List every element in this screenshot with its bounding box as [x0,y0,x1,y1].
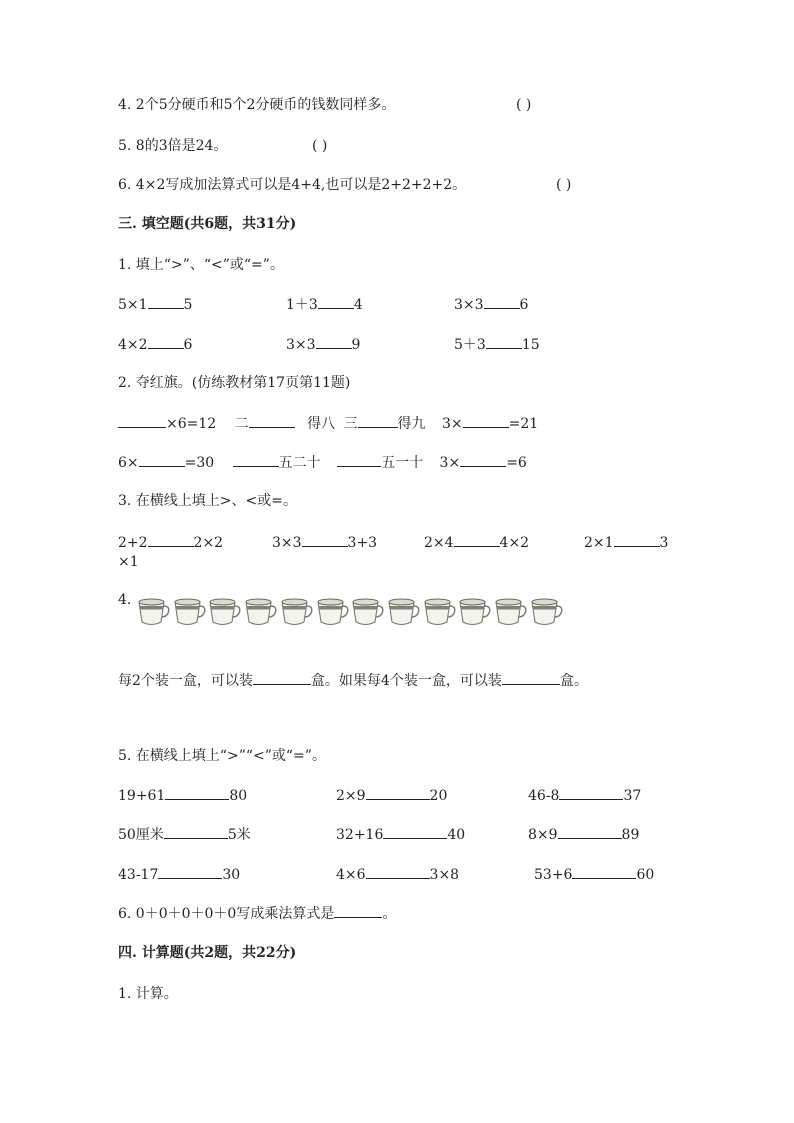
answer-blank[interactable] [463,413,509,428]
fill-q5-item: 8×9 89 [528,824,639,845]
answer-blank[interactable] [148,532,194,547]
tf-q5-text: 5. 8的3倍是24。 [118,138,228,154]
section-fill-heading: 三. 填空题(共6题，共31分) [118,216,297,232]
cup-icon [386,596,420,630]
fill-q5-item: 4×6 3×8 [336,864,459,885]
answer-blank[interactable] [366,785,430,800]
tf-q5-answer-paren[interactable]: ( ) [312,138,328,154]
fill-q3-item: 2×4 4×2 [424,532,529,553]
section-calc-heading: 四. 计算题(共2题，共22分) [118,945,297,961]
answer-blank[interactable] [158,864,222,879]
answer-blank[interactable] [559,785,623,800]
cup-icon [243,596,277,630]
fill-q3-item: 2+2 2×2 [118,532,223,553]
answer-blank[interactable] [249,413,295,428]
answer-blank[interactable] [139,452,185,467]
fill-q4-text: 每2个装一盒，可以装 盒。如果每4个装一盒，可以装 盒。 [118,670,588,691]
answer-blank[interactable] [383,824,447,839]
cup-icon [529,596,563,630]
answer-blank[interactable] [454,532,500,547]
cup-icon [493,596,527,630]
fill-q1-title: 1. 填上“>”、“<”或“=”。 [118,257,284,273]
cup-icon [207,596,241,630]
answer-blank[interactable] [165,785,229,800]
fill-q3-wrap: ×1 [118,554,139,570]
answer-blank[interactable] [253,670,311,685]
fill-q3-title: 3. 在横线上填上>、<或=。 [118,493,297,509]
cup-icon [457,596,491,630]
tf-q6-answer-paren[interactable]: ( ) [556,177,572,193]
answer-blank[interactable] [337,452,381,467]
cup-icon [350,596,384,630]
fill-q1-item: 4×2 6 [118,334,192,355]
fill-q2-row1: ×6=12 二 得八 三 得九 3× =21 [118,413,538,434]
answer-blank[interactable] [334,903,382,918]
fill-q5-item: 50厘米 5米 [118,824,251,845]
answer-blank[interactable] [318,294,354,309]
fill-q5-item: 43-17 30 [118,864,240,885]
answer-blank[interactable] [164,824,228,839]
fill-q1-item: 1＋3 4 [286,294,363,315]
fill-q5-title: 5. 在横线上填上“>”“<”或“=”。 [118,748,326,764]
fill-q5-item: 46-8 37 [528,785,641,806]
fill-q3-item: 2×1 3 [584,532,668,553]
fill-q5-item: 2×9 20 [336,785,447,806]
fill-q1-item: 3×3 9 [286,334,360,355]
fill-q5-item: 53+6 60 [534,864,654,885]
tf-q4-answer-paren[interactable]: ( ) [516,97,532,113]
fill-q2-row2: 6× =30 五二十 五一十 3× =6 [118,452,527,473]
answer-blank[interactable] [148,334,184,349]
fill-q1-item: 5×1 5 [118,294,192,315]
tf-q6-text: 6. 4×2写成加法算式可以是4+4,也可以是2+2+2+2。 [118,177,467,193]
answer-blank[interactable] [558,824,622,839]
fill-q6-text: 6. 0＋0＋0＋0＋0写成乘法算式是 。 [118,903,396,924]
fill-q5-item: 32+16 40 [336,824,465,845]
fill-q3-item: 3×3 3+3 [272,532,377,553]
answer-blank[interactable] [484,294,520,309]
tf-q4-text: 4. 2个5分硬币和5个2分硬币的钱数同样多。 [118,97,396,113]
answer-blank[interactable] [148,294,184,309]
answer-blank[interactable] [316,334,352,349]
fill-q1-item: 3×3 6 [454,294,528,315]
cup-icon [136,596,170,630]
answer-blank[interactable] [233,452,279,467]
answer-blank[interactable] [366,864,430,879]
answer-blank[interactable] [486,334,522,349]
answer-blank[interactable] [572,864,636,879]
answer-blank[interactable] [358,413,398,428]
fill-q4-label: 4. [118,592,132,608]
cup-icon [172,596,206,630]
fill-q2-title: 2. 夺红旗。(仿练教材第17页第11题) [118,375,351,391]
fill-q5-item: 19+61 80 [118,785,247,806]
cup-icon [315,596,349,630]
answer-blank[interactable] [460,452,506,467]
cup-icon [279,596,313,630]
answer-blank[interactable] [302,532,348,547]
answer-blank[interactable] [614,532,660,547]
cup-icon [422,596,456,630]
calc-q1-title: 1. 计算。 [118,986,178,1002]
fill-q1-item: 5＋3 15 [454,334,540,355]
answer-blank[interactable] [118,413,166,428]
answer-blank[interactable] [502,670,560,685]
